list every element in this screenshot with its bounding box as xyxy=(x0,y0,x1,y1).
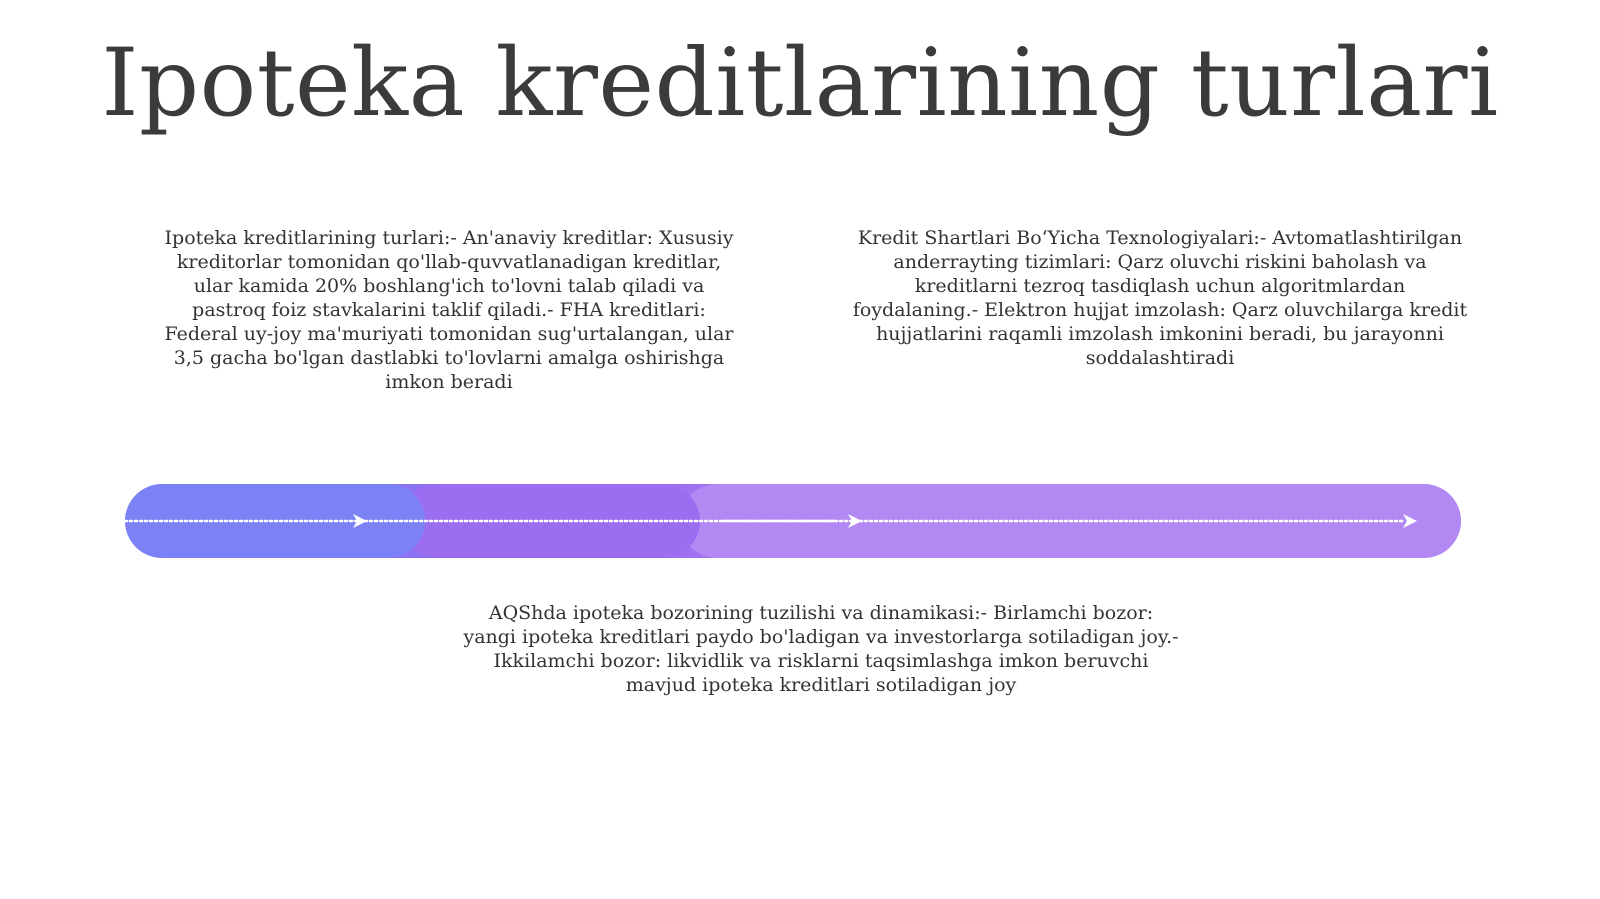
slide-title: Ipoteka kreditlarining turlari xyxy=(101,29,1499,138)
timeline-track xyxy=(125,484,1461,558)
arrow-right-icon xyxy=(1403,514,1417,528)
timeline-bar xyxy=(125,484,1461,558)
text-block-credit-technologies: Kredit Shartlari Bo‘Yicha Texnologiyalari:- Avtomatlashtirilgan anderrayting tizimlari: Qarz oluvchi riskini baholash va kreditlarni tezroq tasdiqlash uchun algoritmlardan foydalaning.- Elektron hujjat imzolash: Qarz oluvchilarga kredit hujjatlarini raqamli imzolash imkonini beradi, bu jarayonni soddalashtiradi xyxy=(852,227,1468,369)
text-block-market-structure: AQShda ipoteka bozorining tuzilishi va dinamikasi:- Birlamchi bozor: yangi ipoteka kreditlari paydo bo'ladigan va investorlarga sotiladigan joy.- Ikkilamchi bozor: likvidlik va risklarni taqsimlashga imkon beruvchi mavjud ipoteka kreditlari sotiladigan joy xyxy=(463,602,1179,696)
text-block-mortgage-types: Ipoteka kreditlarining turlari:- An'anaviy kreditlar: Xususiy kreditorlar tomonidan qo'llab-quvvatlanadigan kreditlar, ular kamida 20% boshlang'ich to'lovni talab qiladi va pastroq foiz stavkalarini taklif qiladi.- FHA kreditlari: Federal uy-joy ma'muriyati tomonidan sug'urtalangan, ular 3,5 gacha bo'lgan dastlabki to'lovlarni amalga oshirishga imkon beradi xyxy=(164,227,734,393)
